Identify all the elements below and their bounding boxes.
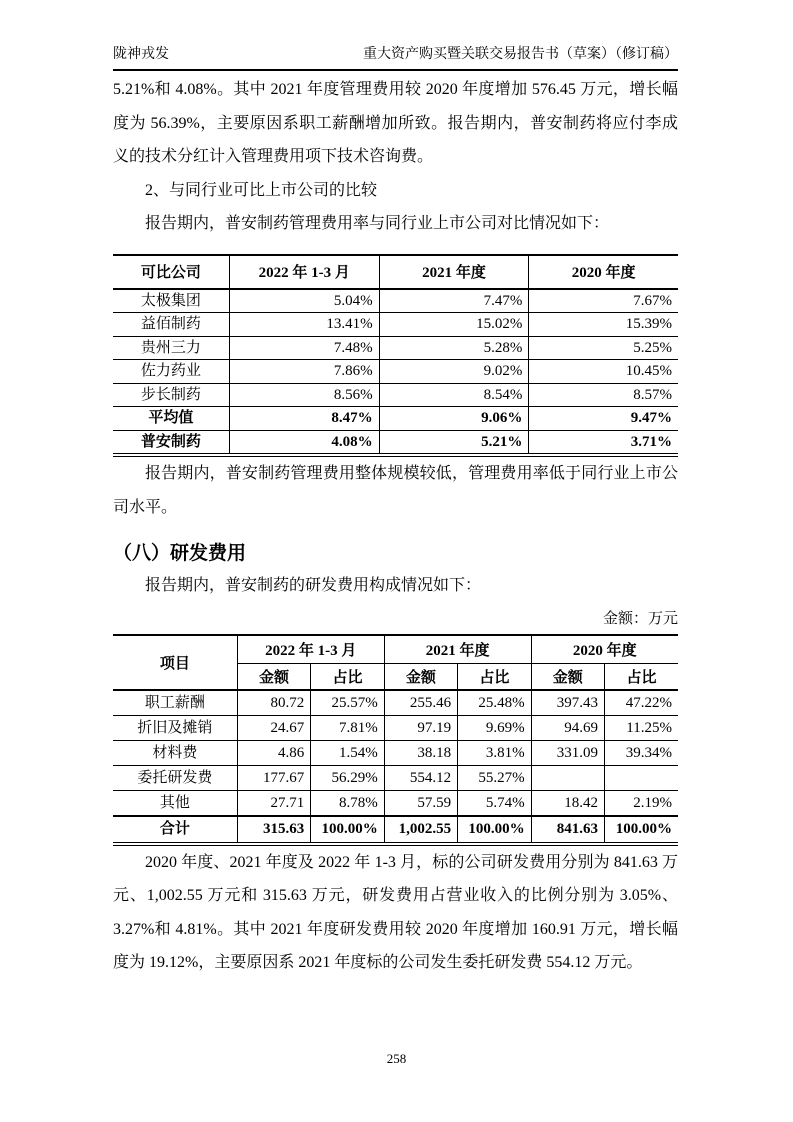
amount-cell: 331.09	[531, 740, 604, 765]
ratio-cell: 9.69%	[458, 715, 531, 740]
table-row	[113, 313, 678, 337]
amount-cell: 255.46	[384, 690, 457, 716]
header-report-title: 重大资产购买暨关联交易报告书（草案）（修订稿）	[363, 47, 678, 62]
column-header-period: 2022 年 1-3 月	[237, 635, 384, 664]
column-header: 2022 年 1-3 月	[229, 255, 379, 289]
ratio-cell: 3.81%	[458, 740, 531, 765]
ratio-cell: 2.19%	[605, 790, 679, 816]
ratio-cell: 55.27%	[458, 765, 531, 790]
company-name-cell: 普安制药	[113, 430, 229, 455]
amount-cell: 80.72	[237, 690, 310, 716]
paragraph-table1-conclusion: 报告期内，普安制药管理费用整体规模较低，管理费用率低于同行业上市公司水平。	[113, 465, 678, 516]
table-row	[113, 383, 678, 407]
value-cell: 7.67%	[529, 289, 678, 313]
amount-cell: 554.12	[384, 765, 457, 790]
section-heading-rd-expense: （八）研发费用	[113, 543, 247, 564]
table-header-row	[113, 635, 678, 664]
paragraph-admin-expense-analysis: 5.21%和 4.08%。其中 2021 年度管理费用较 2020 年度增加 576.45 万元，增长幅度为 56.39%，主要原因系职工薪酬增加所致。报告期内，普安制药将应付李成义的技术分红计入管理费用项下技术咨询费。	[113, 81, 678, 165]
table-row	[113, 690, 678, 716]
amount-cell: 4.86	[237, 740, 310, 765]
table-header-row	[113, 255, 678, 289]
value-cell: 9.02%	[379, 360, 529, 384]
amount-cell: 97.19	[384, 715, 457, 740]
rd-expense-composition-table	[113, 634, 678, 846]
item-name-cell: 委托研发费	[113, 765, 237, 790]
paragraph-table1-intro: 报告期内，普安制药管理费用率与同行业上市公司对比情况如下：	[145, 215, 610, 232]
item-name-cell: 合计	[113, 816, 237, 844]
value-cell: 7.48%	[229, 336, 379, 360]
company-name-cell: 太极集团	[113, 289, 229, 313]
ratio-cell: 100.00%	[458, 816, 531, 844]
amount-cell: 18.42	[531, 790, 604, 816]
ratio-cell: 25.48%	[458, 690, 531, 716]
column-header-period: 2021 年度	[384, 635, 531, 664]
company-name-cell: 贵州三力	[113, 336, 229, 360]
paragraph-table2-intro: 报告期内，普安制药的研发费用构成情况如下：	[145, 577, 482, 594]
page-header	[113, 46, 678, 71]
value-cell: 5.28%	[379, 336, 529, 360]
value-cell: 5.21%	[379, 430, 529, 455]
paragraph-rd-expense-analysis: 2020 年度、2021 年度及 2022 年 1-3 月，标的公司研发费用分别为 841.63 万元、1,002.55 万元和 315.63 万元，研发费用占营业收入的比例分别为 3.05%、3.27%和 4.81%。其中 2021 年度研发费用较 2020 年度增加 160.91 万元，增长幅度为 19.12%，主要原因系 2021 年度标的公司发生委托研发费 554.12 万元。	[113, 853, 678, 971]
value-cell: 5.25%	[529, 336, 678, 360]
table-row-total	[113, 816, 678, 844]
table-row	[113, 336, 678, 360]
subheader-ratio: 占比	[458, 663, 531, 690]
column-header-period: 2020 年度	[531, 635, 678, 664]
value-cell: 15.02%	[379, 313, 529, 337]
table-unit-label: 金额：万元	[602, 610, 678, 627]
subheader-ratio: 占比	[605, 663, 679, 690]
ratio-cell: 7.81%	[311, 715, 384, 740]
value-cell: 7.86%	[229, 360, 379, 384]
ratio-cell	[605, 765, 679, 790]
amount-cell: 177.67	[237, 765, 310, 790]
ratio-cell: 1.54%	[311, 740, 384, 765]
ratio-cell: 100.00%	[311, 816, 384, 844]
table-row-average	[113, 407, 678, 431]
ratio-cell: 47.22%	[605, 690, 679, 716]
value-cell: 15.39%	[529, 313, 678, 337]
value-cell: 10.45%	[529, 360, 678, 384]
table-row	[113, 765, 678, 790]
value-cell: 3.71%	[529, 430, 678, 455]
value-cell: 8.54%	[379, 383, 529, 407]
subsection-heading-peer-comparison: 2、与同行业可比上市公司的比较	[145, 181, 378, 199]
amount-cell: 315.63	[237, 816, 310, 844]
amount-cell: 24.67	[237, 715, 310, 740]
column-header: 2021 年度	[379, 255, 529, 289]
ratio-cell: 56.29%	[311, 765, 384, 790]
value-cell: 9.06%	[379, 407, 529, 431]
value-cell: 4.08%	[229, 430, 379, 455]
item-name-cell: 材料费	[113, 740, 237, 765]
value-cell: 13.41%	[229, 313, 379, 337]
amount-cell: 27.71	[237, 790, 310, 816]
item-name-cell: 折旧及摊销	[113, 715, 237, 740]
ratio-cell: 5.74%	[458, 790, 531, 816]
page-content	[113, 73, 678, 980]
value-cell: 5.04%	[229, 289, 379, 313]
subheader-amount: 金额	[531, 663, 604, 690]
company-name-cell: 佐力药业	[113, 360, 229, 384]
ratio-cell: 100.00%	[605, 816, 679, 844]
page-number: 258	[386, 1051, 407, 1066]
ratio-cell: 11.25%	[605, 715, 679, 740]
table-row	[113, 740, 678, 765]
subheader-amount: 金额	[237, 663, 310, 690]
company-name-cell: 步长制药	[113, 383, 229, 407]
table-row	[113, 289, 678, 313]
value-cell: 8.57%	[529, 383, 678, 407]
value-cell: 7.47%	[379, 289, 529, 313]
item-name-cell: 职工薪酬	[113, 690, 237, 716]
admin-expense-ratio-table	[113, 254, 678, 458]
column-header: 可比公司	[113, 255, 229, 289]
column-header: 2020 年度	[529, 255, 678, 289]
ratio-cell: 8.78%	[311, 790, 384, 816]
amount-cell: 1,002.55	[384, 816, 457, 844]
table-row	[113, 790, 678, 816]
header-company-name: 陇神戎发	[113, 47, 169, 62]
value-cell: 9.47%	[529, 407, 678, 431]
subheader-ratio: 占比	[311, 663, 384, 690]
column-header-item: 项目	[113, 635, 237, 690]
ratio-cell: 39.34%	[605, 740, 679, 765]
table-row-target-company	[113, 430, 678, 455]
company-name-cell: 平均值	[113, 407, 229, 431]
amount-cell: 397.43	[531, 690, 604, 716]
value-cell: 8.47%	[229, 407, 379, 431]
amount-cell	[531, 765, 604, 790]
value-cell: 8.56%	[229, 383, 379, 407]
item-name-cell: 其他	[113, 790, 237, 816]
subheader-amount: 金额	[384, 663, 457, 690]
amount-cell: 57.59	[384, 790, 457, 816]
amount-cell: 94.69	[531, 715, 604, 740]
ratio-cell: 25.57%	[311, 690, 384, 716]
table-row	[113, 715, 678, 740]
company-name-cell: 益佰制药	[113, 313, 229, 337]
amount-cell: 38.18	[384, 740, 457, 765]
table-row	[113, 360, 678, 384]
amount-cell: 841.63	[531, 816, 604, 844]
